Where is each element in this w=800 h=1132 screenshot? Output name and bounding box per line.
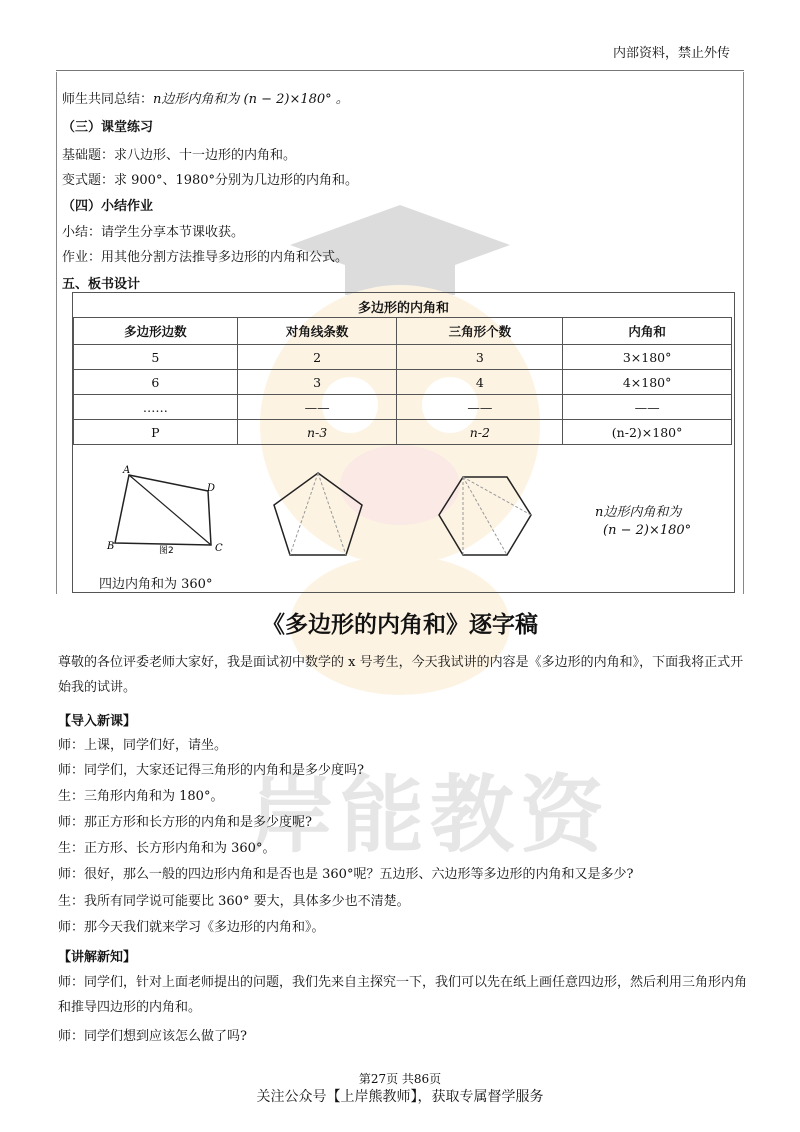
dialogue-paragraph: 师：同学们，针对上面老师提出的问题，我们先来自主探究一下，我们可以先在纸上画任意四边形，然后利用三角形内角和推导四边形的内角和。 xyxy=(58,975,748,1015)
table-cell: 6 xyxy=(74,370,238,395)
dialogue-line: 师：上课，同学们好，请坐。 xyxy=(58,738,228,753)
basic-exercise: 基础题：求八边形、十一边形的内角和。 xyxy=(62,148,297,163)
dialogue-line: 生：我所有同学说可能要比 360° 要大，具体多少也不清楚。 xyxy=(58,894,410,909)
vertex-label-d: D xyxy=(207,483,216,494)
blackboard-design xyxy=(72,292,735,593)
section-5-title: 五、板书设计 xyxy=(62,277,141,292)
formula-line-1: n边形内角和为 xyxy=(595,505,682,520)
table-cell: 4 xyxy=(397,370,563,395)
hexagon-figure xyxy=(435,473,535,559)
table-header-row xyxy=(74,318,732,345)
formula-line-2: (n − 2)×180° xyxy=(603,523,692,538)
table-row xyxy=(74,395,732,420)
footer-promo: 关注公众号【上岸熊教师】，获取专属督学服务 xyxy=(256,1089,544,1105)
table-cell: —— xyxy=(563,395,732,420)
table-cell: 2 xyxy=(237,345,397,370)
section-intro-heading: 【导入新课】 xyxy=(58,714,137,729)
summary-task: 小结：请学生分享本节课收获。 xyxy=(62,225,245,240)
dialogue-line: 师：那正方形和长方形的内角和是多少度呢? xyxy=(58,815,312,830)
section-new-knowledge-heading: 【讲解新知】 xyxy=(58,950,137,965)
section-3-title: （三）课堂练习 xyxy=(62,120,154,135)
page-title: 《多边形的内角和》逐字稿 xyxy=(262,612,538,638)
intro-paragraph: 尊敬的各位评委老师大家好，我是面试初中数学的 x 号考生，今天我试讲的内容是《多边形的内角和》，下面我将正式开始我的试讲。 xyxy=(58,655,744,695)
dialogue-line: 师：同学们，大家还记得三角形的内角和是多少度吗? xyxy=(58,763,364,778)
board-table xyxy=(73,317,732,445)
summary-formula: n边形内角和为 (n − 2)×180° 。 xyxy=(153,92,349,107)
header-cell: 内角和 xyxy=(563,318,732,345)
table-cell: …… xyxy=(74,395,238,420)
table-cell: —— xyxy=(237,395,397,420)
vertex-label-c: C xyxy=(215,543,223,554)
table-cell: —— xyxy=(397,395,563,420)
table-cell: n-2 xyxy=(397,420,563,445)
table-cell: P xyxy=(74,420,238,445)
table-cell: 3 xyxy=(397,345,563,370)
page-number: 第27页 共86页 xyxy=(358,1072,442,1086)
variant-exercise: 变式题：求 900°、1980°分别为几边形的内角和。 xyxy=(62,173,359,188)
table-cell: 3×180° xyxy=(563,345,732,370)
homework-task: 作业：用其他分割方法推导多边形的内角和公式。 xyxy=(62,250,349,265)
header-divider xyxy=(56,70,744,71)
quadrilateral-figure xyxy=(103,463,223,563)
vertex-label-b: B xyxy=(107,541,115,552)
dialogue-line: 师：同学们想到应该怎么做了吗? xyxy=(58,1029,247,1044)
dialogue-line: 师：很好，那么一般的四边形内角和是否也是 360°呢？五边形、六边形等多边形的内角和又是多少? xyxy=(58,867,634,882)
table-cell: n-3 xyxy=(237,420,397,445)
board-title: 多边形的内角和 xyxy=(357,301,449,316)
table-cell: 5 xyxy=(74,345,238,370)
section-4-title: （四）小结作业 xyxy=(62,199,154,214)
dialogue-line: 师：那今天我们就来学习《多边形的内角和》。 xyxy=(58,920,325,935)
quad-caption: 四边内角和为 360° xyxy=(99,577,213,592)
table-cell: 4×180° xyxy=(563,370,732,395)
summary-line xyxy=(62,88,349,107)
figure-label: 图2 xyxy=(159,546,174,556)
confidential-note: 内部资料，禁止外传 xyxy=(612,46,730,61)
pentagon-figure xyxy=(268,469,368,559)
header-cell: 多边形边数 xyxy=(74,318,238,345)
dialogue-line: 生：三角形内角和为 180°。 xyxy=(58,789,224,804)
summary-prefix: 师生共同总结： xyxy=(62,92,154,107)
table-cell: (n-2)×180° xyxy=(563,420,732,445)
brand-watermark: 岸能教资 xyxy=(250,766,611,864)
header-cell: 三角形个数 xyxy=(397,318,563,345)
table-row xyxy=(74,370,732,395)
dialogue-line: 生：正方形、长方形内角和为 360°。 xyxy=(58,841,276,856)
table-row xyxy=(74,345,732,370)
header-cell: 对角线条数 xyxy=(237,318,397,345)
table-cell: 3 xyxy=(237,370,397,395)
vertex-label-a: A xyxy=(123,465,131,476)
table-row xyxy=(74,420,732,445)
